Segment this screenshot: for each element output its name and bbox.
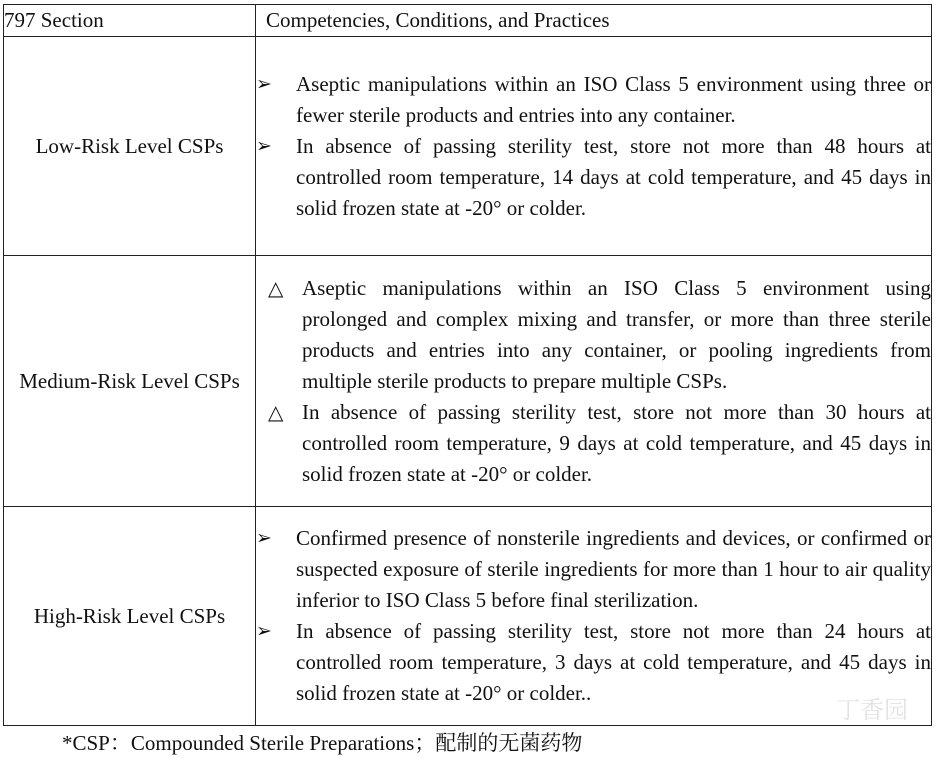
- item-text: Confirmed presence of nonsterile ingredients and devices, or confirmed or suspected exposure of sterile ingredients for more than 1 hour to air quality inferior to ISO Class 5 before final sterilization.: [296, 526, 931, 612]
- list-item: [268, 397, 931, 490]
- list-item: [256, 131, 931, 224]
- footnote: *CSP：Compounded Sterile Preparations；配制的无菌药物: [62, 731, 583, 755]
- table-row: [4, 256, 932, 507]
- triangle-bullet-icon: △: [268, 399, 284, 424]
- triangle-bullet-icon: △: [268, 275, 284, 300]
- item-text: Aseptic manipulations within an ISO Class 5 environment using three or fewer sterile products and entries into any container.: [296, 71, 931, 127]
- arrow-bullet-icon: ➢: [256, 134, 272, 157]
- list-item: [256, 69, 931, 131]
- table-row: [4, 507, 932, 726]
- header-section: 797 Section: [4, 5, 256, 37]
- list-item: [268, 273, 931, 397]
- watermark-logo: 丁香园: [836, 696, 908, 724]
- row-body-low-risk: [256, 37, 932, 256]
- item-text: In absence of passing sterility test, store not more than 24 hours at controlled room temperature, 3 days at cold temperature, and 45 days in solid frozen state at -20° or colder..: [296, 619, 931, 705]
- row-section-high-risk: High-Risk Level CSPs: [4, 507, 256, 726]
- list-item: [256, 616, 931, 709]
- header-competencies: Competencies, Conditions, and Practices: [256, 5, 932, 37]
- arrow-bullet-icon: ➢: [256, 72, 272, 95]
- arrow-bullet-icon: ➢: [256, 620, 272, 642]
- table-row: [4, 37, 932, 256]
- item-text: In absence of passing sterility test, store not more than 30 hours at controlled room temperature, 9 days at cold temperature, and 45 days in solid frozen state at -20° or colder.: [302, 399, 931, 486]
- table-header-row: [4, 5, 932, 37]
- list-item: [256, 523, 931, 616]
- row-body-medium-risk: [256, 256, 932, 507]
- arrow-bullet-icon: ➢: [256, 527, 272, 549]
- risk-level-table: [3, 4, 932, 726]
- row-body-high-risk: [256, 507, 932, 726]
- row-section-medium-risk: Medium-Risk Level CSPs: [4, 256, 256, 507]
- row-section-low-risk: Low-Risk Level CSPs: [4, 37, 256, 256]
- item-text: Aseptic manipulations within an ISO Class 5 environment using prolonged and complex mixing and transfer, or more than three sterile products and entries into any container, or pooling ingredients from multiple sterile products to prepare multiple CSPs.: [302, 275, 931, 393]
- item-text: In absence of passing sterility test, store not more than 48 hours at controlled room temperature, 14 days at cold temperature, and 45 days in solid frozen state at -20° or colder.: [296, 133, 931, 220]
